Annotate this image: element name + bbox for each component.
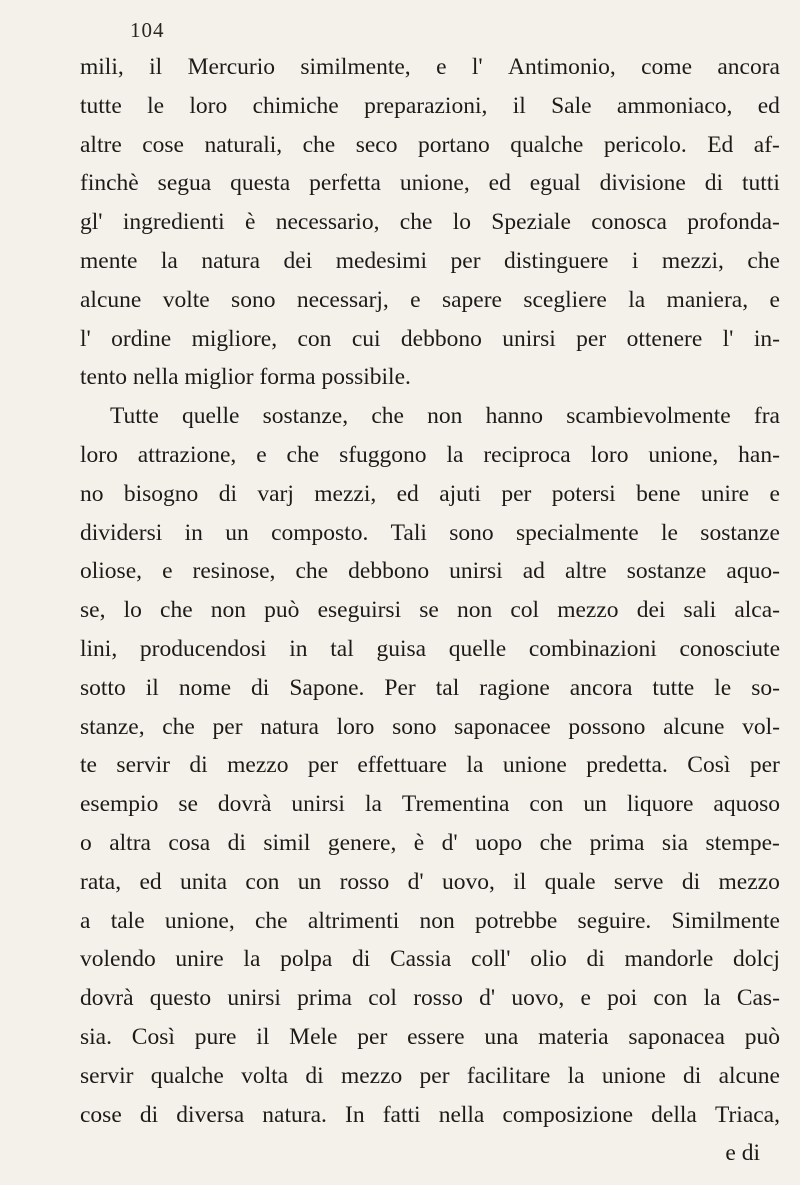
text-line: finchè segua questa perfetta unione, ed egual divisione di tutti (80, 170, 780, 197)
text-line: rata, ed unita con un rosso d' uovo, il quale serve di mezzo (80, 868, 780, 895)
text-line: dividersi in un composto. Tali sono specialmente le sostanze (80, 519, 780, 546)
text-line: esempio se dovrà unirsi la Trementina con un liquore aquoso (80, 791, 780, 818)
text-line: alcune volte sono necessarj, e sapere scegliere la maniera, e (80, 286, 780, 313)
text-line: tutte le loro chimiche preparazioni, il Sale ammoniaco, ed (80, 92, 780, 119)
page-number: 104 (130, 18, 165, 42)
text-line: se, lo che non può eseguirsi se non col mezzo dei sali alca- (80, 597, 780, 624)
text-line: sotto il nome di Sapone. Per tal ragione ancora tutte le so- (80, 674, 780, 701)
text-line: tento nella miglior forma possibile. (80, 364, 411, 391)
text-line: volendo unire la polpa di Cassia coll' olio di mandorle dolcj (80, 946, 780, 973)
text-line: dovrà questo unirsi prima col rosso d' uovo, e poi con la Cas- (80, 985, 780, 1012)
text-line: lini, producendosi in tal guisa quelle combinazioni conosciute (80, 635, 780, 662)
text-line: mente la natura dei medesimi per distinguere i mezzi, che (80, 247, 780, 274)
text-line: o altra cosa di simil genere, è d' uopo che prima sia stempe- (80, 829, 780, 856)
text-line: e di (725, 1140, 760, 1167)
text-line: altre cose naturali, che seco portano qualche pericolo. Ed af- (80, 131, 780, 158)
text-line: servir qualche volta di mezzo per facilitare la unione di alcune (80, 1062, 780, 1089)
text-line: cose di diversa natura. In fatti nella composizione della Triaca, (80, 1101, 780, 1128)
text-line: stanze, che per natura loro sono saponacee possono alcune vol- (80, 713, 780, 740)
text-line: l' ordine migliore, con cui debbono unirsi per ottenere l' in- (80, 325, 780, 352)
text-line: mili, il Mercurio similmente, e l' Antimonio, come ancora (80, 54, 780, 80)
body-text (80, 48, 780, 1173)
text-line: sia. Così pure il Mele per essere una materia saponacea può (80, 1023, 780, 1050)
text-line: oliose, e resinose, che debbono unirsi ad altre sostanze aquo- (80, 558, 780, 585)
text-line: no bisogno di varj mezzi, ed ajuti per potersi bene unire e (80, 480, 780, 507)
text-line: loro attrazione, e che sfuggono la reciproca loro unione, han- (80, 441, 780, 468)
text-line: Tutte quelle sostanze, che non hanno scambievolmente fra (110, 403, 780, 430)
text-line: a tale unione, che altrimenti non potrebbe seguire. Similmente (80, 907, 780, 934)
text-line: gl' ingredienti è necessario, che lo Speziale conosca profonda- (80, 209, 780, 236)
text-line: te servir di mezzo per effettuare la unione predetta. Così per (80, 752, 780, 779)
